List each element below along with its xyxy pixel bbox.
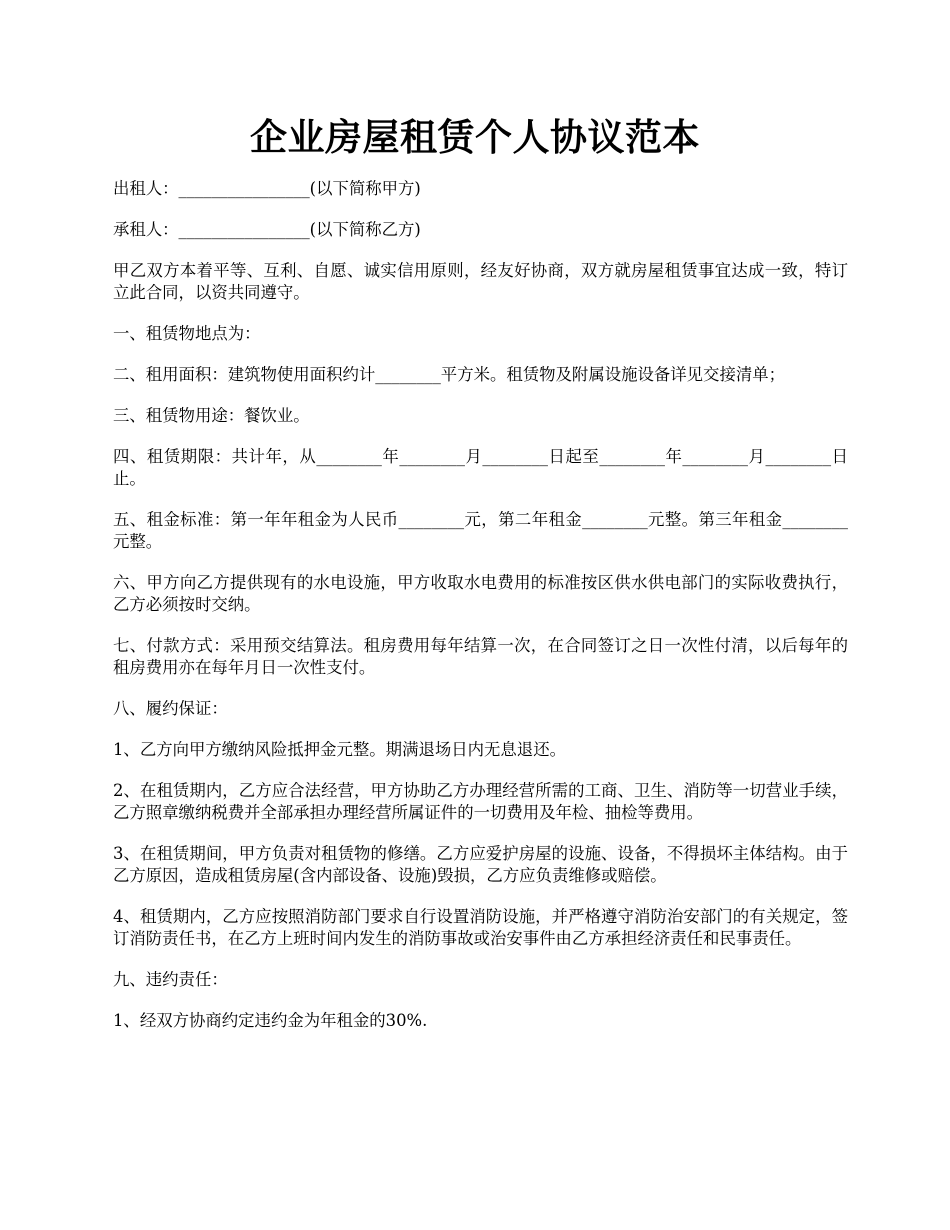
clause-8-item-4: 4、租赁期内，乙方应按照消防部门要求自行设置消防设施，并严格遵守消防治安部门的有关规定，签订消防责任书，在乙方上班时间内发生的消防事故或治安事件由乙方承担经济责任和民事责任。: [113, 907, 848, 948]
clause-7-payment: 七、付款方式：采用预交结算法。租房费用每年结算一次，在合同签订之日一次性付清，以后每年的租房费用亦在每年月日一次性支付。: [113, 636, 848, 677]
clause-8-item-3: 3、在租赁期间，甲方负责对租赁物的修缮。乙方应爱护房屋的设施、设备，不得损坏主体结构。由于乙方原因，造成租赁房屋(含内部设备、设施)毁损，乙方应负责维修或赔偿。: [113, 844, 848, 885]
clause-3-usage: 三、租赁物用途：餐饮业。: [113, 406, 310, 425]
clause-8-heading: 八、履约保证：: [113, 699, 228, 718]
clause-6-utilities: 六、甲方向乙方提供现有的水电设施，甲方收取水电费用的标准按区供水供电部门的实际收费执行，乙方必须按时交纳。: [113, 573, 848, 614]
clause-4-term: 四、租赁期限：共计年，从________年________月________日起至________年________月________日止。: [113, 447, 848, 488]
clause-9-item-1: 1、经双方协商约定违约金为年租金的30%.: [113, 1011, 428, 1030]
clause-9-heading: 九、违约责任：: [113, 970, 228, 989]
clause-8-item-1: 1、乙方向甲方缴纳风险抵押金元整。期满退场日内无息退还。: [113, 740, 566, 759]
preamble-paragraph: 甲乙双方本着平等、互利、自愿、诚实信用原则，经友好协商，双方就房屋租赁事宜达成一致，特订立此合同，以资共同遵守。: [113, 261, 848, 302]
clause-2-area: 二、租用面积：建筑物使用面积约计________平方米。租赁物及附属设施设备详见交接清单；: [113, 365, 786, 384]
clause-1-location: 一、租赁物地点为：: [113, 324, 261, 343]
document-body: [113, 178, 848, 1051]
lessor-line: 出租人：________________(以下简称甲方): [113, 179, 421, 198]
document-title: 企业房屋租赁个人协议范本: [250, 115, 700, 159]
clause-8-item-2: 2、在租赁期内，乙方应合法经营，甲方协助乙方办理经营所需的工商、卫生、消防等一切营业手续，乙方照章缴纳税费并全部承担办理经营所属证件的一切费用及年检、抽检等费用。: [113, 781, 848, 822]
lessee-line: 承租人：________________(以下简称乙方): [113, 220, 421, 239]
clause-5-rent: 五、租金标准：第一年年租金为人民币________元，第二年租金________元整。第三年租金________元整。: [113, 510, 848, 551]
